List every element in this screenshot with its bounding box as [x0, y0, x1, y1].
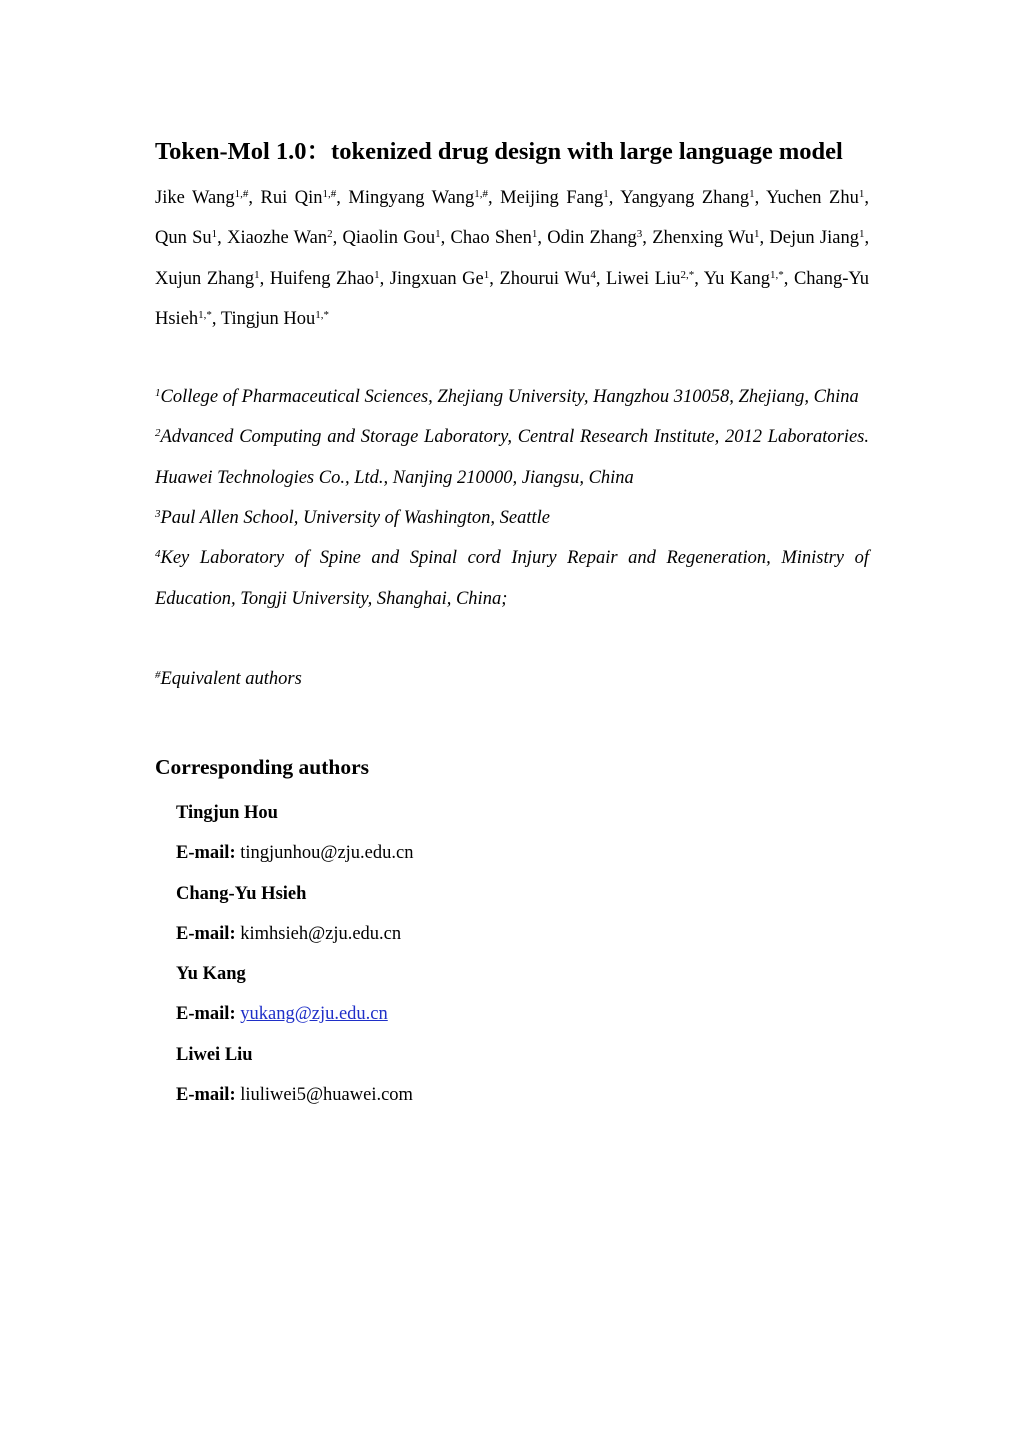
email-label: E-mail:	[176, 923, 236, 944]
author-affiliation-mark: 1,#	[322, 188, 337, 200]
affiliations	[155, 377, 869, 619]
author-affiliation-mark: 1	[435, 228, 441, 241]
author-affiliation-mark: 2	[327, 228, 333, 241]
author-name: Mingyang Wang	[348, 188, 475, 208]
author-affiliation-mark: 1	[531, 228, 538, 241]
author-affiliation-mark: 1	[749, 188, 755, 200]
author	[270, 269, 380, 289]
author-name: Qiaolin Gou	[342, 228, 436, 249]
author-affiliation-mark: 1	[254, 268, 260, 281]
author	[155, 269, 260, 289]
author	[390, 269, 489, 289]
author-name: Chang-Yu Hsieh	[155, 268, 869, 329]
author	[769, 228, 864, 248]
corresponding-authors-list	[176, 793, 869, 1115]
author-affiliation-mark: 1,#	[234, 188, 249, 200]
email-label: E-mail:	[176, 1004, 236, 1025]
author-affiliation-mark: 3	[636, 228, 643, 241]
author-name: Yu Kang	[703, 268, 770, 289]
affiliation	[155, 377, 869, 417]
author-name: Xiaozhe Wan	[227, 228, 328, 249]
author-affiliation-mark: 1,#	[474, 188, 489, 200]
author	[704, 269, 784, 289]
affiliation	[155, 417, 869, 498]
equivalent-text: Equivalent authors	[160, 668, 302, 689]
author-name: Jingxuan Ge	[389, 268, 484, 289]
author-name: Xujun Zhang	[155, 268, 255, 289]
corresponding-author-email-line	[176, 994, 869, 1034]
affiliation-text: Paul Allen School, University of Washington, Seattle	[160, 508, 550, 529]
author-affiliation-mark: 1,*	[315, 308, 330, 321]
author-affiliation-mark: 1	[754, 228, 760, 241]
affiliation-text: College of Pharmaceutical Sciences, Zhejiang University, Hangzhou 310058, Zhejiang, China	[160, 387, 859, 408]
author	[652, 228, 759, 248]
author	[227, 228, 333, 248]
paper-front-page	[155, 132, 869, 1115]
author	[499, 269, 595, 289]
author-affiliation-mark: 1	[858, 188, 865, 200]
author-name: Tingjun Hou	[220, 308, 316, 329]
author	[343, 228, 441, 248]
author-name: Zhourui Wu	[499, 268, 591, 289]
author-affiliation-mark: 1	[858, 228, 865, 241]
author	[620, 188, 754, 208]
author-name: Odin Zhang	[547, 228, 637, 249]
corresponding-author-email-line	[176, 914, 869, 954]
affiliation-text: Advanced Computing and Storage Laboratory, Central Research Institute, 2012 Laboratories. Huawei Technologies Co., Ltd., Nanjing 210000, Jiangsu, China	[155, 427, 869, 488]
author-list: Jike Wang$^{1,\#}$, Rui Qin$^{1,\#}$, Mingyang Wang$^{1,\#}$, Meijing Fang$^1$, Yangyang Zhang$^1$, Yuchen Zhu$^1$, Qun Su$^1$, Xiaozhe Wan$^2$, Qiaolin Gou$^1$, Chao Shen$^1$, Odin Zhang$^3$, Zhenxing Wu$^1$, Dejun Jiang$^1$, Xujun Zhang$^1$, Huifeng Zhao$^1$, Jingxuan Ge$^1$, Zhourui Wu$^4$, Liwei Liu$^{2,*}$, Yu Kang$^{1,*}$, Chang-Yu Hsieh$^{1,*}$, Tingjun Hou$^{1,*}$	[155, 188, 870, 329]
author-affiliation-mark: 1	[603, 188, 609, 200]
author-name: Zhenxing Wu	[652, 228, 755, 249]
author	[261, 188, 337, 208]
corresponding-author-email-line	[176, 1075, 869, 1115]
author-affiliation-mark: 1	[483, 268, 490, 281]
author-affiliation-mark: 1,*	[770, 268, 784, 281]
equivalent-mark: #	[155, 668, 161, 681]
author-name: Yuchen Zhu	[766, 188, 859, 208]
paper-title: Token-Mol 1.0：tokenized drug design with large language model	[155, 138, 843, 165]
affiliation-number: 2	[155, 427, 161, 440]
corresponding-author-name: Yu Kang	[176, 964, 246, 985]
author-name: Rui Qin	[260, 188, 323, 208]
author-affiliation-mark: 1	[211, 228, 218, 241]
author-affiliation-mark: 1	[374, 268, 380, 281]
author-affiliation-mark: 2,*	[680, 268, 695, 281]
author-affiliation-mark: 1,*	[198, 308, 212, 321]
email-link[interactable]: yukang@zju.edu.cn	[240, 1004, 388, 1025]
author	[547, 228, 642, 248]
email-address: liuliwei5@huawei.com	[240, 1085, 413, 1106]
author	[221, 309, 329, 329]
corresponding-author-name: Chang-Yu Hsieh	[176, 883, 307, 904]
author	[348, 188, 488, 208]
email-label: E-mail:	[176, 1085, 236, 1106]
affiliation	[155, 538, 869, 619]
corresponding-authors-heading: Corresponding authors	[155, 754, 370, 779]
author	[606, 269, 694, 289]
author	[155, 228, 217, 248]
author-affiliation-mark: 4	[590, 268, 596, 281]
author-name: Chao Shen	[450, 228, 532, 249]
author-name: Huifeng Zhao	[269, 268, 375, 289]
email-label: E-mail:	[176, 843, 236, 864]
affiliation-number: 1	[155, 387, 161, 400]
email-address: tingjunhou@zju.edu.cn	[240, 843, 414, 864]
author	[155, 188, 248, 208]
affiliation-number: 3	[155, 508, 161, 521]
email-address: kimhsieh@zju.edu.cn	[240, 923, 402, 944]
affiliation-number: 4	[155, 548, 161, 561]
author-name: Jike Wang	[155, 188, 235, 208]
author-name: Dejun Jiang	[769, 228, 859, 249]
author-name: Meijing Fang	[500, 188, 604, 208]
author-name: Liwei Liu	[606, 268, 681, 289]
corresponding-author-email-line	[176, 833, 869, 873]
affiliation	[155, 498, 869, 538]
corresponding-author-name: Tingjun Hou	[176, 802, 278, 823]
author-name: Qun Su	[155, 228, 212, 249]
author	[766, 188, 864, 208]
corresponding-author-name: Liwei Liu	[176, 1044, 253, 1065]
affiliation-text: Key Laboratory of Spine and Spinal cord Injury Repair and Regeneration, Ministry of Education, Tongji University, Shanghai, China;	[155, 548, 869, 609]
equivalent-authors-note	[155, 659, 869, 699]
author-name: Yangyang Zhang	[620, 188, 750, 208]
author	[451, 228, 538, 248]
author	[500, 188, 609, 208]
